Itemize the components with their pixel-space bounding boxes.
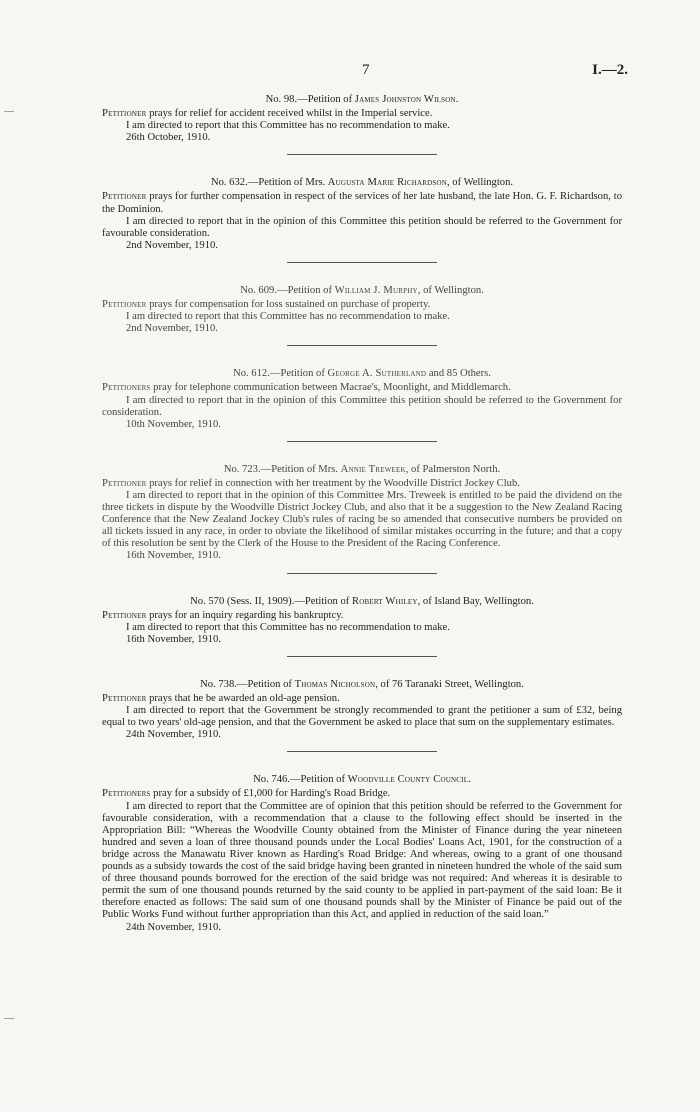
petition-title: No. 738.—Petition of Thomas Nicholson, of 76 Taranaki Street, Wellington.: [200, 678, 524, 690]
petition-title: No. 609.—Petition of William J. Murphy, of Wellington.: [240, 284, 484, 296]
petition-title: No. 723.—Petition of Mrs. Annie Treweek, of Palmerston North.: [223, 463, 501, 475]
section-divider: [287, 262, 437, 263]
section-divider: [287, 441, 437, 442]
report-date: 24th November, 1910.: [126, 729, 221, 741]
petition-title: No. 98.—Petition of James Johnston Wilson.: [265, 94, 459, 105]
petition-entry: [102, 679, 622, 752]
report-date: 16th November, 1910.: [126, 633, 221, 645]
petition-title: No. 612.—Petition of George A. Sutherland and 85 Others.: [233, 368, 491, 380]
petition-entry: [102, 285, 622, 346]
report-date: 16th November, 1910.: [126, 550, 221, 562]
petition-prayer: Petitioner prays for compensation for loss sustained on purchase of property.: [102, 299, 431, 311]
petition-prayer: Petitioner prays for further compensation in respect of the services of her late husband, the late Hon. G. F. Richardson, to the Dominion.: [102, 191, 622, 215]
section-divider: [287, 751, 437, 752]
committee-report: I am directed to report that the Committee are of opinion that this petition should be referred to the Government for favourable consideration, with a recommendation that a clause to the following effect should be inserted in the Appropriation Bill: “Whereas the Woodville County obtained from the Minister of Finance during the year nineteen hundred and seven a loan of three thousand pounds under the Local Bodies' Loans Act, 1901, for the construction of a bridge across the Manawatu River known as Harding's Road Bridge: And whereas, owing to a grant of one thousand pounds as a subsidy towards the cost of the said bridge having been granted in nineteen hundred the whole of the said sum of three thousand pounds borrowed for the erection of the said bridge was not required: And whereas it is desirable to permit the sum of one thousand pounds returned by the said county to be applied in part-payment of the said loan: Be it therefore enacted as follows: The said sum of one thousand pounds shall by the Minister of Finance be paid out of the Public Works Fund without further appropriation than this Act, and applied in reduction of the said loan.”: [102, 800, 622, 921]
petition-title: No. 570 (Sess. II, 1909).—Petition of Robert Whiley, of Island Bay, Wellington.: [190, 595, 534, 607]
report-date: 24th November, 1910.: [126, 921, 221, 933]
committee-report: I am directed to report that the Government be strongly recommended to grant the petitioner a sum of £32, being equal to two years' old-age pension, and that the Government be asked to place that sum on the supplementary estimates.: [102, 705, 622, 729]
margin-mark: —: [4, 1013, 14, 1024]
section-divider: [287, 656, 437, 657]
report-date: 26th October, 1910.: [126, 132, 211, 144]
petition-entry: [102, 774, 622, 933]
petition-title: No. 632.—Petition of Mrs. Augusta Marie Richardson, of Wellington.: [210, 177, 514, 189]
petition-entry: [102, 464, 622, 574]
page-number: 7: [362, 62, 370, 78]
committee-report: I am directed to report that in the opinion of this Committee this petition should be referred to the Government for favourable consideration.: [102, 215, 622, 239]
petition-prayer: Petitioner prays for relief for accident received whilst in the Imperial service.: [102, 108, 433, 120]
petition-prayer: Petitioner prays for relief in connection with her treatment by the Woodville District Jockey Club.: [102, 477, 520, 489]
report-date: 2nd November, 1910.: [126, 239, 218, 251]
petition-prayer: Petitioners pray for a subsidy of £1,000 for Harding's Road Bridge.: [102, 788, 391, 800]
committee-report: I am directed to report that in the opinion of this Committee Mrs. Treweek is entitled to be paid the dividend on the three tickets in dispute by the Woodville District Jockey Club, and also that it be a suggestion to the New Zealand Racing Conference that the New Zealand Jockey Club's rules of racing be so amended that consecutive numbers be provided on all tickets issued in any race, in order to obviate the likelihood of similar mistakes occurring in the future; and that a copy of this resolution be sent by the Clerk of the House to the President of the Racing Conference.: [102, 489, 622, 550]
committee-report: I am directed to report that this Committee has no recommendation to make.: [126, 311, 450, 323]
petition-prayer: Petitioners pray for telephone communication between Macrae's, Moonlight, and Middlemarch.: [102, 382, 511, 394]
petition-entry: [102, 94, 622, 155]
petition-entry: [102, 596, 622, 657]
petition-entry: [102, 368, 622, 441]
section-divider: [287, 154, 437, 155]
committee-report: I am directed to report that this Committee has no recommendation to make.: [126, 621, 450, 633]
report-date: 10th November, 1910.: [126, 418, 221, 430]
margin-mark: —: [4, 106, 14, 117]
section-divider: [287, 573, 437, 574]
report-date: 2nd November, 1910.: [126, 323, 218, 335]
committee-report: I am directed to report that this Committee has no recommendation to make.: [126, 120, 450, 132]
petition-entry: [102, 177, 622, 263]
document-reference: I.—2.: [592, 62, 628, 78]
section-divider: [287, 345, 437, 346]
petition-title: No. 746.—Petition of Woodville County Council.: [253, 774, 471, 786]
petitions-list: [102, 94, 622, 934]
petition-prayer: Petitioner prays that he be awarded an old-age pension.: [102, 693, 340, 704]
petition-prayer: Petitioner prays for an inquiry regarding his bankruptcy.: [102, 609, 344, 621]
committee-report: I am directed to report that in the opinion of this Committee this petition should be referred to the Government for consideration.: [102, 394, 622, 418]
